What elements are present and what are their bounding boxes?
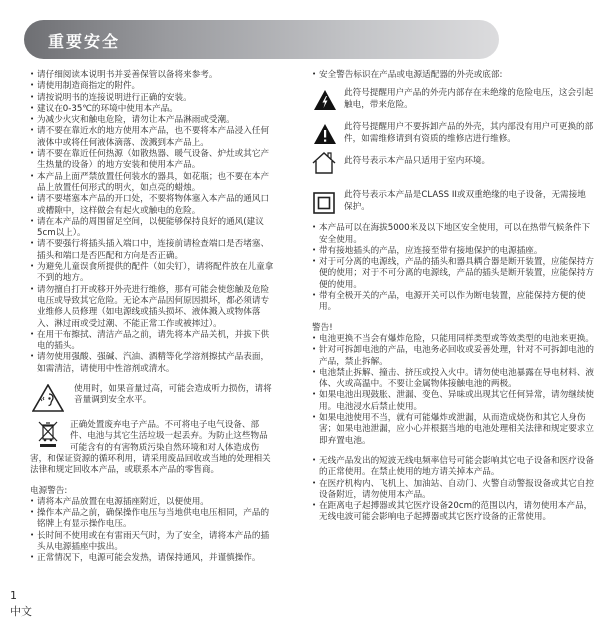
list-item: • 电池禁止拆解、撞击、挤压或投入火中。请勿使电池暴露在导电材料、液体、火或高温中。不要让金属物体接触电池的两极。 bbox=[312, 368, 594, 391]
section-banner bbox=[24, 20, 499, 59]
list-item: • 如果电池出现鼓胀、泄漏、变色、异味或出现其它任何异常，请勿继续使用。电池浸水后禁止使用。 bbox=[312, 390, 594, 413]
section-title: 重要安全 bbox=[48, 32, 121, 51]
battery-warning-list bbox=[312, 334, 594, 447]
list-item: • 对于可分离的电源线，产品的插头和器具耦合器是断开装置，应能保持方便的使用；对于不可分离的电源线，产品的插头是断开装置，应能保持方便的使用。 bbox=[312, 257, 594, 291]
list-item: • 本产品上面严禁放置任何装水的器具，如花瓶；也不要在本产品上放置任何形式的明火，如点亮的蜡烛。 bbox=[30, 172, 276, 195]
symbol-indoor bbox=[312, 156, 594, 178]
right-column bbox=[312, 70, 594, 524]
page-number: 1 bbox=[10, 589, 17, 602]
weee-notice bbox=[30, 420, 276, 476]
list-item: • 请不要堵塞本产品的开口处，不要将物体塞入本产品的通风口或槽隙中，这样做会有起火或触电的危险。 bbox=[30, 194, 276, 217]
hearing-damage-warning-icon bbox=[32, 384, 64, 412]
list-item: • 无线产品发出的短波无线电频率信号可能会影响其它电子设备和医疗设备的正常使用。在禁止使用的地方请关掉本产品。 bbox=[312, 456, 594, 479]
list-item: • 请不要在靠近水的地方使用本产品，也不要将本产品浸入任何液体中或将任何液体滴落、泼溅到本产品上。 bbox=[30, 126, 276, 149]
list-item: • 请勿擅自打开或移开外壳进行维修，那有可能会使您触及危险电压或导致其它危险。无论本产品因何原因损坏，都必须请专业维修人员修理（如电源线或插头损坏、液体溅入或物体落入、淋过雨或受过潮、不能正常工作或被摔过）。 bbox=[30, 285, 276, 330]
symbol-text: 此符号提醒用户不要拆卸产品的外壳，其内部没有用户可更换的部件，如需维修请到有资质的维修店进行维修。 bbox=[344, 122, 594, 144]
power-warning-list bbox=[30, 497, 276, 565]
exclamation-warning-icon bbox=[314, 124, 336, 144]
symbol-text: 此符号表示本产品是CLASS II或双重绝缘的电子设备，无需接地保护。 bbox=[344, 190, 586, 212]
crossed-out-bin-icon bbox=[36, 420, 60, 448]
list-item: • 为避免儿童误食所提供的配件（如尖钉），请将配件放在儿童拿不到的地方。 bbox=[30, 262, 276, 285]
symbol-text: 此符号提醒用户产品的外壳内部存在未绝缘的危险电压，这会引起触电，带来危险。 bbox=[344, 88, 594, 110]
list-item: • 在距离电子起搏器或其它医疗设备20cm的范围以内，请勿使用本产品，无线电波可能会影响电子起搏器或其它医疗设备的正常使用。 bbox=[312, 501, 594, 524]
symbol-exclamation bbox=[312, 122, 594, 146]
list-item: • 在医疗机构内、飞机上、加油站、自动门、火警自动警报设备或其它自控设备附近，请勿使用本产品。 bbox=[312, 479, 594, 502]
list-item: • 针对可拆卸电池的产品，电池务必回收或妥善处理，针对不可拆卸电池的产品，禁止拆解。 bbox=[312, 345, 594, 368]
list-item: • 请在本产品的周围留足空间，以便能够保持良好的通风(建议5cm以上）。 bbox=[30, 217, 276, 240]
list-item: • 正常情况下，电源可能会发热，请保持通风，并谨慎操作。 bbox=[30, 553, 276, 564]
hearing-warning-text: 使用时，如果音量过高，可能会造成听力损伤，请将音量调到安全水平。 bbox=[74, 384, 272, 406]
list-item: • 请不要在靠近任何热源（如散热器、暖气设备、炉灶或其它产生热量的设备）的地方安装和使用本产品。 bbox=[30, 149, 276, 172]
symbol-lightning bbox=[312, 88, 594, 112]
list-item: • 如果电池使用不当，就有可能爆炸或泄漏，从而造成烧伤和其它人身伤害；如果电池泄漏，应小心并根据当地的电池处理相关法律和规定要求立即弃置电池。 bbox=[312, 413, 594, 447]
list-item: • 为减少火灾和触电危险，请勿让本产品淋雨或受潮。 bbox=[30, 115, 276, 126]
language-label: 中文 bbox=[10, 605, 32, 618]
list-item: • 安全警告标识在产品或电源适配器的外壳或底部: bbox=[312, 70, 594, 81]
wireless-list bbox=[312, 456, 594, 524]
usage-list bbox=[312, 223, 594, 313]
list-item: • 带有接地插头的产品，应连接至带有接地保护的电源插座。 bbox=[312, 246, 594, 257]
list-item: • 请按说明书的连接说明进行正确的安装。 bbox=[30, 93, 276, 104]
safety-label-intro bbox=[312, 70, 594, 81]
list-item: • 在用干布擦拭、清洁产品之前，请先将本产品关机，并拔下供电的插头。 bbox=[30, 330, 276, 353]
indoor-use-house-icon bbox=[312, 152, 336, 174]
list-item: • 建议在0-35℃的环境中使用本产品。 bbox=[30, 104, 276, 115]
list-item: • 长时间不使用或在有雷雨天气时，为了安全，请将本产品的插头从电源插座中拔出。 bbox=[30, 531, 276, 554]
list-item: • 请使用制造商指定的附件。 bbox=[30, 81, 276, 92]
lightning-warning-icon bbox=[314, 90, 336, 110]
list-item: • 请将本产品放置在电源插座附近，以便使用。 bbox=[30, 497, 276, 508]
power-warning-heading: 电源警告: bbox=[30, 485, 68, 496]
symbol-text: 此符号表示本产品只适用于室内环境。 bbox=[344, 156, 491, 167]
left-column bbox=[30, 70, 276, 565]
general-safety-list bbox=[30, 70, 276, 375]
list-item: • 操作本产品之前，确保操作电压与当地供电电压相同，产品的铭牌上有显示操作电压。 bbox=[30, 508, 276, 531]
weee-notice-text: 正确处置废弃电子产品。不可将电子电气设备、部件、电池与其它生活垃圾一起丢弃。为防止这些物品可能含有的有害物质污染自然环境和对人体造成伤害，和保证资源的循环利用，请采用废品回收或当地的处理相关法律和规定回收本产品，或联系本产品的零售商。 bbox=[30, 420, 271, 476]
list-item: • 带有全极开关的产品，电源开关可以作为断电装置，应能保持方便的使用。 bbox=[312, 291, 594, 314]
list-item: • 请仔细阅读本说明书并妥善保管以备将来参考。 bbox=[30, 70, 276, 81]
list-item: • 请勿使用强酸、强碱、汽油、酒精等化学溶剂擦拭产品表面，如需清洁，请使用中性溶剂或清水。 bbox=[30, 352, 276, 375]
battery-warning-heading: 警告! bbox=[312, 322, 333, 333]
list-item: • 电池更换不当会有爆炸危险，只能用同样类型或等效类型的电池来更换。 bbox=[312, 334, 594, 345]
list-item: • 请不要强行将插头插入端口中，连接前请检查端口是否堵塞、插头和端口是否匹配和方向是否正确。 bbox=[30, 239, 276, 262]
class-ii-double-insulation-icon bbox=[313, 192, 335, 214]
hearing-warning bbox=[30, 384, 276, 414]
list-item: • 本产品可以在海拔5000米及以下地区安全使用，可以在热带气候条件下安全使用。 bbox=[312, 223, 594, 246]
symbol-class-ii bbox=[312, 190, 594, 214]
